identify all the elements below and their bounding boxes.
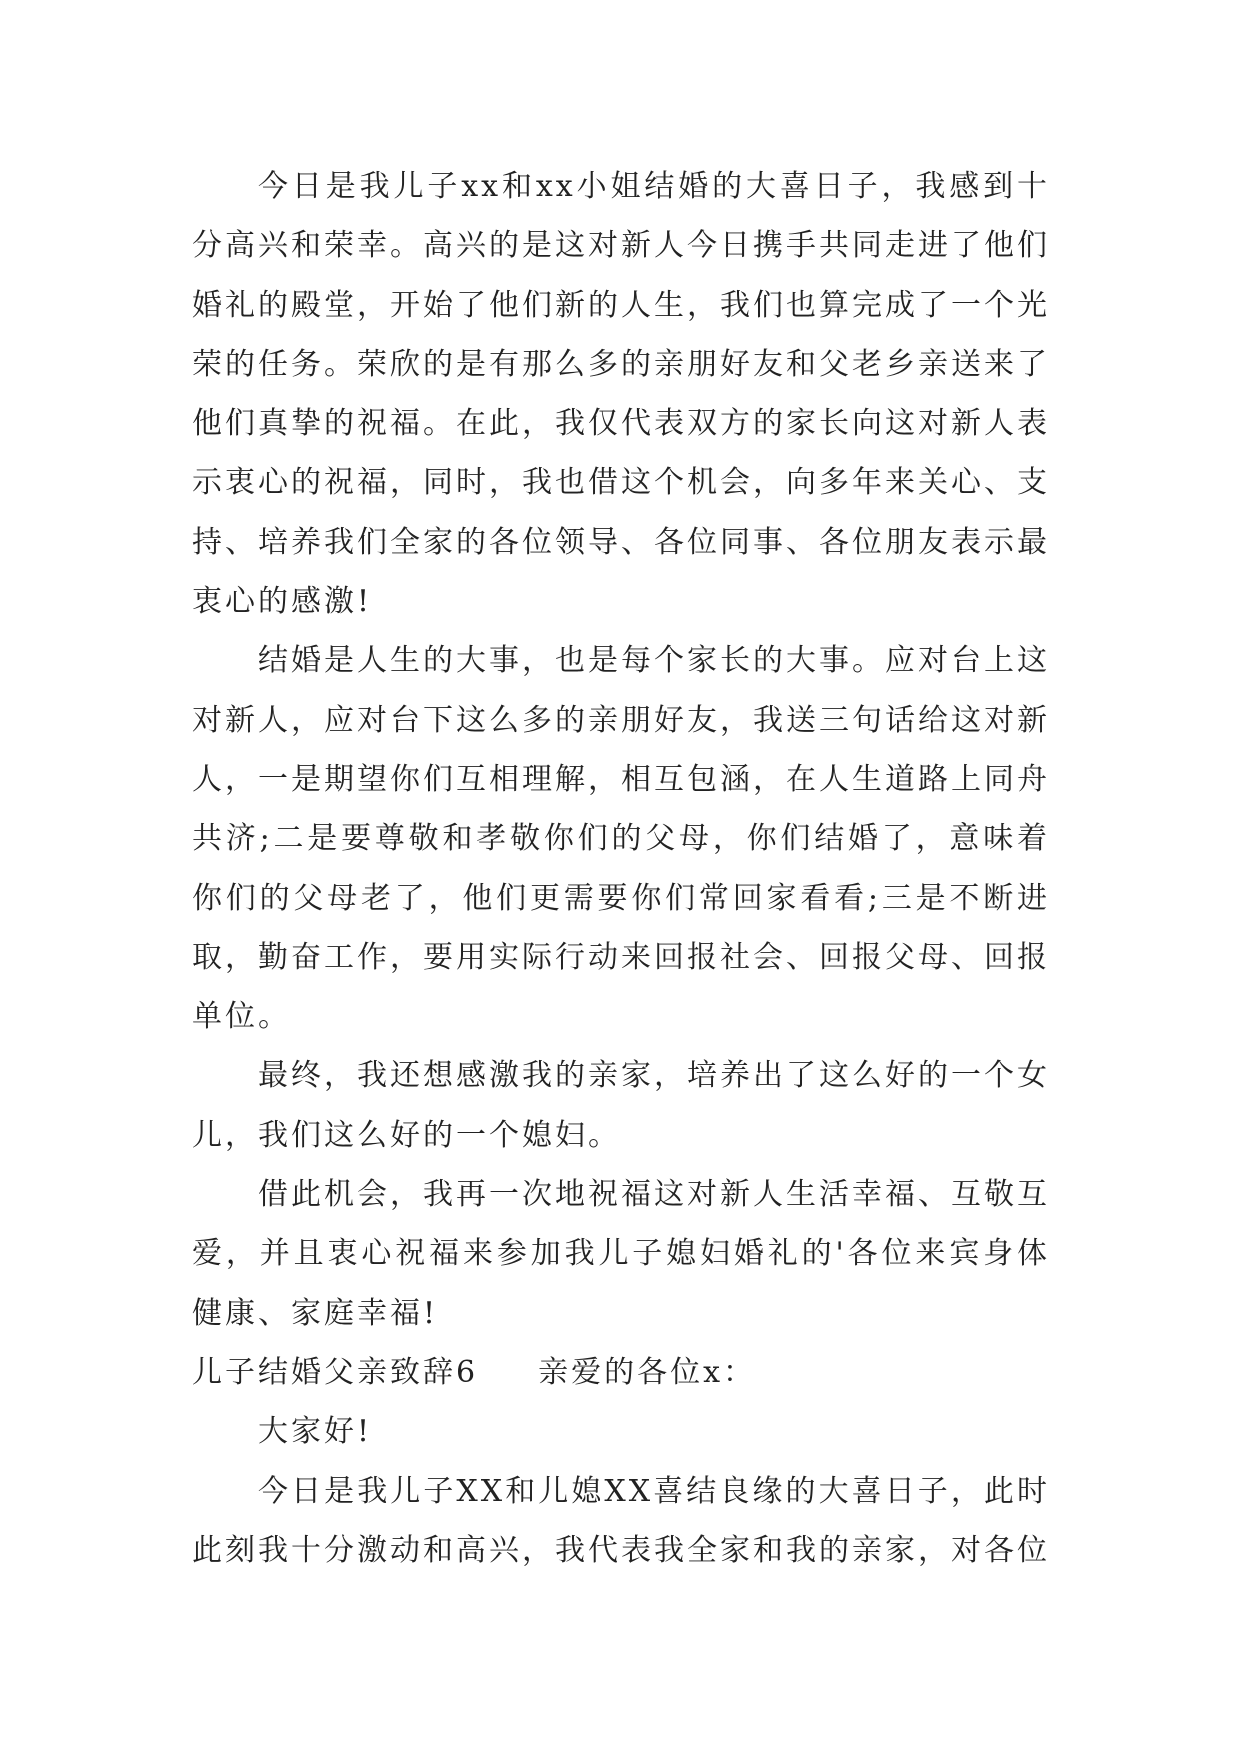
section-heading-line	[192, 1343, 1050, 1402]
paragraph-closing: 今日是我儿子XX和儿媳XX喜结良缘的大喜日子，此时此刻我十分激动和高兴，我代表我全家和我的亲家，对各位	[192, 1473, 1050, 1568]
greeting: 大家好!	[258, 1414, 373, 1450]
section-title: 儿子结婚父亲致辞6	[192, 1354, 479, 1390]
paragraph-advice: 结婚是人生的大事，也是每个家长的大事。应对台上这对新人，应对台下这么多的亲朋好友，我送三句话给这对新人，一是期望你们互相理解，相互包涵，在人生道路上同舟共济;二是要尊敬和孝敬你们的父母，你们结婚了，意味着你们的父母老了，他们更需要你们常回家看看;三是不断进取，勤奋工作，要用实际行动来回报社会、回报父母、回报单位。	[192, 643, 1050, 1035]
salutation: 亲爱的各位x：	[538, 1354, 757, 1390]
paragraph-blessing: 借此机会，我再一次地祝福这对新人生活幸福、互敬互爱，并且衷心祝福来参加我儿子媳妇婚礼的'各位来宾身体健康、家庭幸福!	[192, 1177, 1050, 1331]
paragraph-thanks-in-laws: 最终，我还想感激我的亲家，培养出了这么好的一个女儿，我们这么好的一个媳妇。	[192, 1058, 1050, 1153]
document-body	[192, 157, 1050, 1580]
paragraph-opening: 今日是我儿子xx和xx小姐结婚的大喜日子，我感到十分高兴和荣幸。高兴的是这对新人今日携手共同走进了他们婚礼的殿堂，开始了他们新的人生，我们也算完成了一个光荣的任务。荣欣的是有那么多的亲朋好友和父老乡亲送来了他们真挚的祝福。在此，我仅代表双方的家长向这对新人表示衷心的祝福，同时，我也借这个机会，向多年来关心、支持、培养我们全家的各位领导、各位同事、各位朋友表示最衷心的感激!	[192, 169, 1050, 620]
